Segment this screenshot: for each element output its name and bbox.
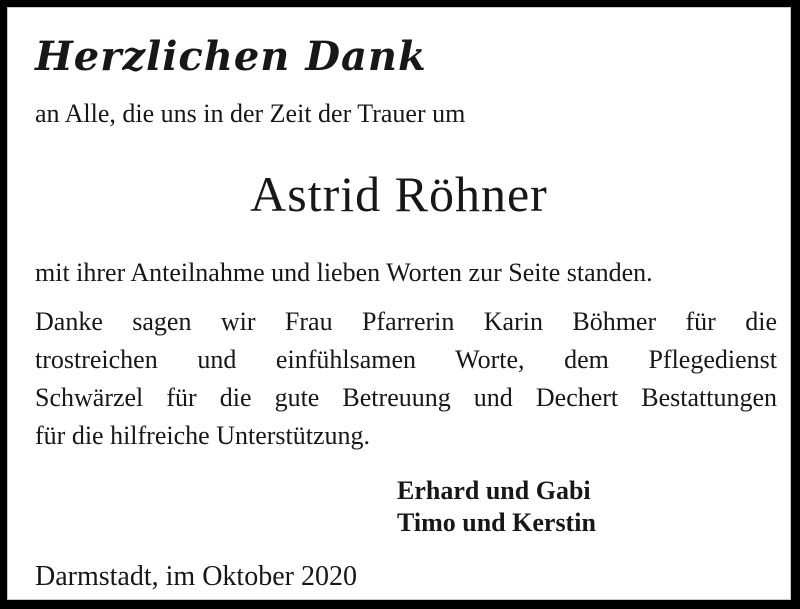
intro-line: an Alle, die uns in der Zeit der Trauer um <box>35 99 466 128</box>
thanks-line: Schwärzel für die gute Betreuung und Dechert Bestattungen <box>35 383 777 412</box>
tribute-line: mit ihrer Anteilnahme und lieben Worten zur Seite standen. <box>35 258 653 287</box>
signature-line: Timo und Kerstin <box>397 508 596 537</box>
place-date: Darmstadt, im Oktober 2020 <box>35 561 357 592</box>
deceased-name: Astrid Röhner <box>250 166 548 222</box>
signature-line: Erhard und Gabi <box>397 476 591 505</box>
thanks-line: für die hilfreiche Unterstützung. <box>35 421 370 450</box>
thanks-line: trostreichen und einfühlsamen Worte, dem Pflegedienst <box>35 345 777 374</box>
thanks-paragraph <box>35 303 777 455</box>
headline-herzlichen-dank: Herzlichen Dank <box>35 33 427 80</box>
signature-block <box>397 475 596 539</box>
thanks-line: Danke sagen wir Frau Pfarrerin Karin Böhmer für die <box>35 307 777 336</box>
